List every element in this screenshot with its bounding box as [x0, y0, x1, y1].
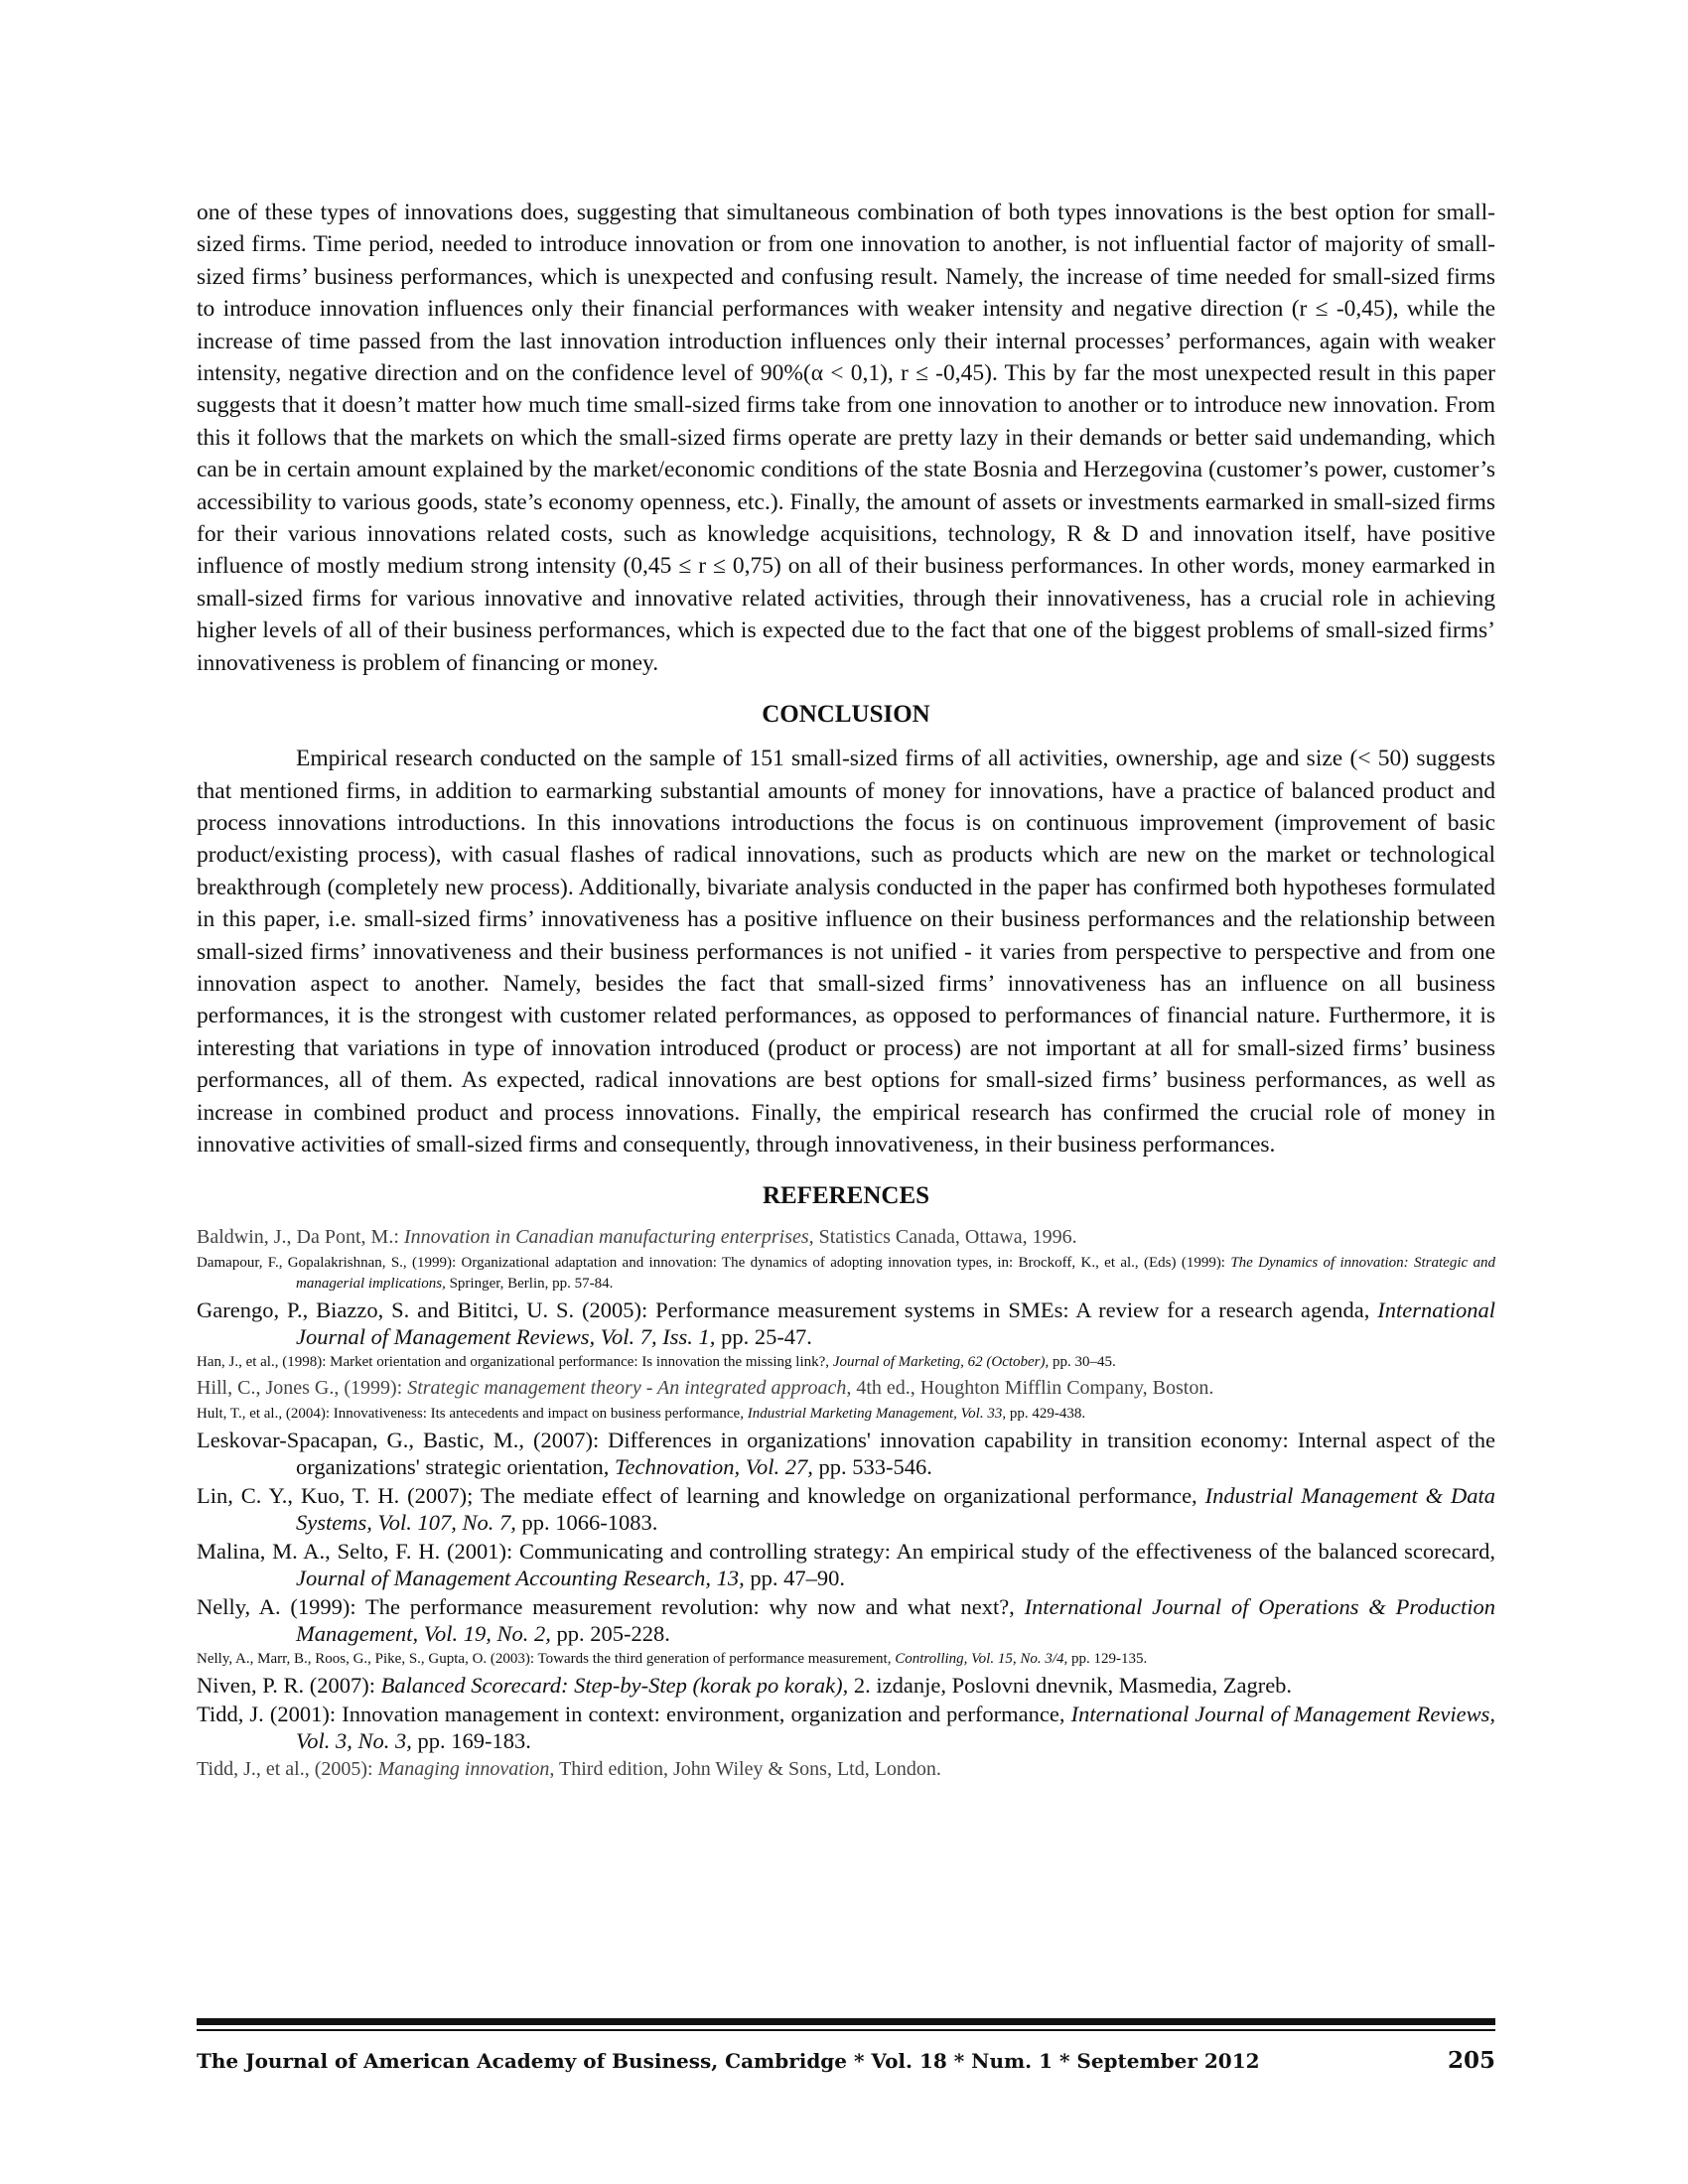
conclusion-paragraph: Empirical research conducted on the sample of 151 small-sized firms of all activities, ownership, age and size (< 50) suggests that mentioned firms, in addition to earmarking substantial amounts of money for innovations, have a practice of balanced product and process innovations introductions. In this innovations introductions the focus is on continuous improvement (improvement of basic product/existing process), with casual flashes of radical innovations, such as products which are new on the market or technological breakthrough (completely new process). Additionally, bivariate analysis conducted in the paper has confirmed both hypotheses formulated in this paper, i.e. small-sized firms’ innovativeness has a positive influence on their business performances and the relationship between small-sized firms’ innovativeness and their business performances is not unified - it varies from perspective to perspective and from one innovation aspect to another. Namely, besides the fact that small-sized firms’ innovativeness has an influence on all business performances, it is the strongest with customer related performances, as opposed to performances of financial nature. Furthermore, it is interesting that variations in type of innovation introduced (product or process) are not important at all for small-sized firms’ business performances, all of them. As expected, radical innovations are best options for small-sized firms’ business performances, as well as increase in combined product and process innovations. Finally, the empirical research has confirmed the crucial role of money in innovative activities of small-sized firms and consequently, through innovativeness, in their business performances.: [197, 746, 1495, 1158]
reference-item: [197, 1297, 1495, 1350]
reference-item: [197, 1593, 1495, 1647]
references-list: [197, 1224, 1495, 1783]
reference-authors: Han, J., et al., (1998): Market orientation and organizational performance: Is innovation the missing link?,: [197, 1354, 833, 1371]
reference-authors: Niven, P. R. (2007):: [197, 1673, 381, 1699]
footer-rule-thick: [197, 2018, 1495, 2025]
reference-item: [197, 1404, 1495, 1425]
reference-details: pp. 429-438.: [1006, 1406, 1086, 1423]
reference-details: Statistics Canada, Ottawa, 1996.: [813, 1226, 1077, 1249]
reference-authors: Hill, C., Jones G., (1999):: [197, 1377, 408, 1400]
reference-details: pp. 1066-1083.: [515, 1510, 658, 1536]
reference-source-title: Industrial Marketing Management, Vol. 33,: [747, 1406, 1007, 1423]
reference-authors: Baldwin, J., Da Pont, M.:: [197, 1226, 404, 1249]
reference-item: [197, 1649, 1495, 1670]
reference-item: [197, 1375, 1495, 1402]
reference-source-title: Controlling, Vol. 15, No. 3/4,: [895, 1651, 1068, 1668]
reference-item: [197, 1756, 1495, 1783]
reference-source-title: Innovation in Canadian manufacturing enterprises,: [403, 1226, 814, 1249]
reference-source-title: The Dynamics of innovation: Strategic and managerial implications,: [296, 1255, 1495, 1293]
reference-authors: Tidd, J., et al., (2005):: [197, 1758, 378, 1781]
reference-details: pp. 129-135.: [1067, 1651, 1148, 1668]
reference-authors: Garengo, P., Biazzo, S. and Bititci, U. S. (2005): Performance measurement systems in SMEs: A review for a research agenda,: [197, 1297, 1378, 1323]
reference-authors: Hult, T., et al., (2004): Innovativeness: Its antecedents and impact on business performance,: [197, 1406, 748, 1423]
reference-source-title: International Journal of Operations & Production Management, Vol. 19, No. 2,: [296, 1594, 1495, 1647]
reference-item: [197, 1352, 1495, 1373]
footer-rule-thin: [197, 2029, 1495, 2031]
reference-details: 2. izdanje, Poslovni dnevnik, Masmedia, Zagreb.: [848, 1673, 1293, 1699]
reference-source-title: International Journal of Management Reviews, Vol. 7, Iss. 1,: [296, 1297, 1495, 1350]
reference-source-title: Balanced Scorecard: Step-by-Step (korak po korak),: [380, 1673, 849, 1699]
reference-details: pp. 47–90.: [744, 1566, 846, 1591]
reference-item: [197, 1672, 1495, 1699]
reference-item: [197, 1482, 1495, 1536]
reference-source-title: Strategic management theory - An integrated approach,: [407, 1377, 852, 1400]
reference-details: 4th ed., Houghton Mifflin Company, Boston.: [851, 1377, 1214, 1400]
reference-details: Third edition, John Wiley & Sons, Ltd, London.: [554, 1758, 941, 1781]
reference-authors: Damapour, F., Gopalakrishnan, S., (1999): Organizational adaptation and innovation: The dynamics of adopting innovation types, in: Brockoff, K., et al., (Eds) (1999):: [197, 1255, 1231, 1272]
body-paragraph: one of these types of innovations does, suggesting that simultaneous combination of both types innovations is the best option for small-sized firms. Time period, needed to introduce innovation or from one innovation to another, is not influential factor of majority of small-sized firms’ business performances, which is unexpected and confusing result. Namely, the increase of time needed for small-sized firms to introduce innovation influences only their financial performances with weaker intensity and negative direction (r ≤ -0,45), while the increase of time passed from the last innovation introduction influences only their internal processes’ performances, again with weaker intensity, negative direction and on the confidence level of 90%(α < 0,1), r ≤ -0,45). This by far the most unexpected result in this paper suggests that it doesn’t matter how much time small-sized firms take from one innovation to another or to introduce new innovation. From this it follows that the markets on which the small-sized firms operate are pretty lazy in their demands or better said undemanding, which can be in certain amount explained by the market/economic conditions of the state Bosnia and Herzegovina (customer’s power, customer’s accessibility to various goods, state’s economy openness, etc.). Finally, the amount of assets or investments earmarked in small-sized firms for their various innovations related costs, such as knowledge acquisitions, technology, R & D and innovation itself, have positive influence of mostly medium strong intensity (0,45 ≤ r ≤ 0,75) on all of their business performances. In other words, money earmarked in small-sized firms for various innovative and innovative related activities, through their innovativeness, has a crucial role in achieving higher levels of all of their business performances, which is expected due to the fact that one of the biggest problems of small-sized firms’ innovativeness is problem of financing or money.: [197, 200, 1495, 676]
reference-authors: Lin, C. Y., Kuo, T. H. (2007); The mediate effect of learning and knowledge on organizational performance,: [197, 1483, 1205, 1509]
footer-journal-title: The Journal of American Academy of Business, Cambridge * Vol. 18 * Num. 1 * September 2012: [197, 2049, 1260, 2073]
page-content: [197, 197, 1495, 1785]
conclusion-heading: CONCLUSION: [762, 701, 930, 729]
reference-source-title: Managing innovation,: [377, 1758, 555, 1781]
reference-details: pp. 533-546.: [812, 1454, 932, 1480]
reference-authors: Nelly, A., Marr, B., Roos, G., Pike, S., Gupta, O. (2003): Towards the third generation of performance measurement,: [197, 1651, 896, 1668]
reference-source-title: International Journal of Management Reviews, Vol. 3, No. 3,: [296, 1702, 1495, 1754]
reference-authors: Leskovar-Spacapan, G., Bastic, M., (2007): Differences in organizations' innovation capability in transition economy: Internal aspect of the organizations' strategic orientation,: [197, 1428, 1495, 1480]
reference-item: [197, 1701, 1495, 1754]
reference-item: [197, 1224, 1495, 1251]
reference-item: [197, 1538, 1495, 1591]
reference-source-title: Journal of Marketing, 62 (October),: [832, 1354, 1050, 1371]
reference-authors: Malina, M. A., Selto, F. H. (2001): Communicating and controlling strategy: An empirical study of the effectiveness of the balanced scorecard,: [197, 1539, 1495, 1565]
page-footer: [197, 2047, 1495, 2074]
reference-details: pp. 169-183.: [411, 1728, 531, 1754]
reference-source-title: Technovation, Vol. 27,: [615, 1454, 813, 1480]
page-number: 205: [1447, 2047, 1495, 2074]
reference-authors: Nelly, A. (1999): The performance measurement revolution: why now and what next?,: [197, 1594, 1025, 1620]
reference-details: pp. 205-228.: [550, 1621, 670, 1647]
reference-item: [197, 1253, 1495, 1295]
reference-details: pp. 30–45.: [1049, 1354, 1116, 1371]
reference-source-title: Journal of Management Accounting Research, 13,: [296, 1566, 745, 1591]
reference-details: pp. 25-47.: [715, 1324, 812, 1350]
reference-details: Springer, Berlin, pp. 57-84.: [445, 1276, 614, 1293]
reference-source-title: Industrial Management & Data Systems, Vol. 107, No. 7,: [296, 1483, 1495, 1536]
reference-authors: Tidd, J. (2001): Innovation management in context: environment, organization and performance,: [197, 1702, 1071, 1727]
reference-item: [197, 1427, 1495, 1480]
references-heading: REFERENCES: [762, 1182, 930, 1210]
